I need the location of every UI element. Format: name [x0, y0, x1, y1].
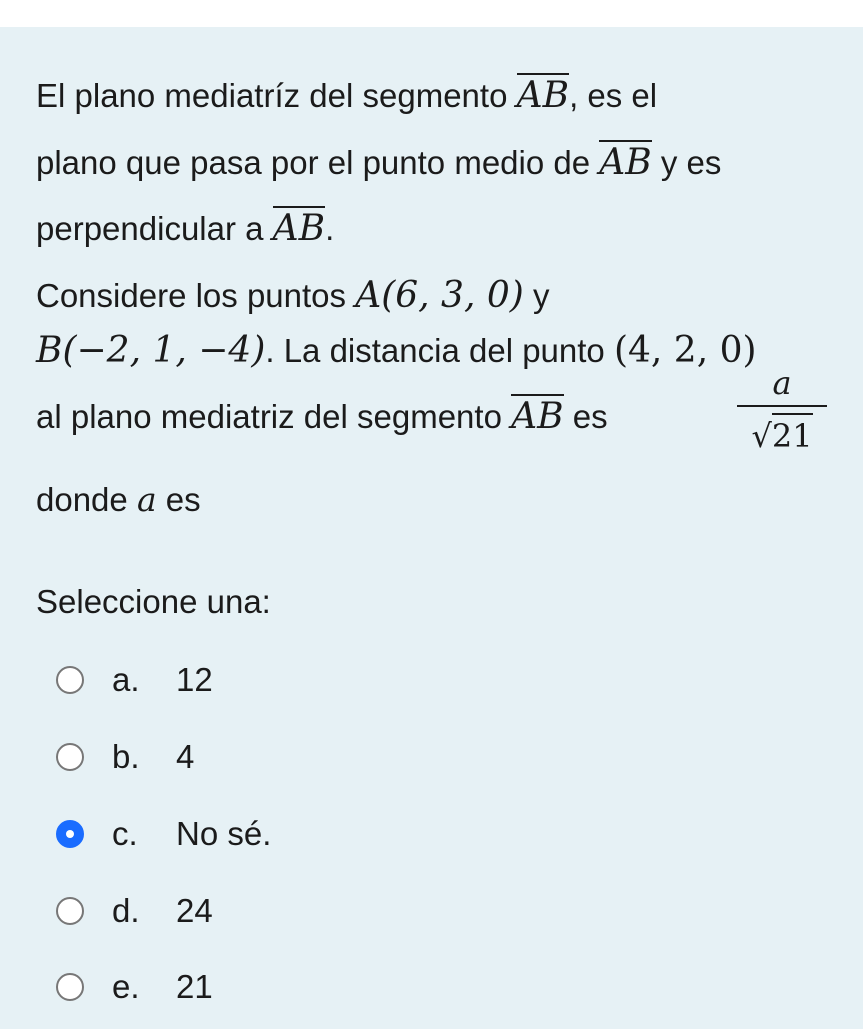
segment-ab: AB — [516, 75, 570, 116]
question-line-6 — [36, 394, 608, 435]
segment-ab: AB — [599, 142, 652, 183]
sqrt-symbol: √ — [751, 417, 772, 455]
fraction-numerator: a — [772, 364, 792, 402]
option-text: 12 — [176, 661, 213, 698]
question-text: es — [563, 398, 608, 435]
variable-a: a — [136, 480, 157, 519]
radio-button-selected[interactable] — [56, 820, 84, 848]
option-c[interactable] — [56, 814, 271, 854]
fraction — [737, 363, 827, 455]
question-line-2 — [36, 140, 721, 181]
option-letter: b. — [112, 738, 140, 775]
question-text: y es — [651, 144, 722, 181]
question-text: al plano mediatriz del segmento — [36, 398, 502, 435]
option-letter: c. — [112, 815, 138, 852]
option-text: 4 — [176, 738, 195, 775]
radio-button[interactable] — [56, 666, 84, 694]
option-b[interactable] — [56, 737, 194, 777]
point-p: (4, 2, 0) — [613, 330, 757, 371]
select-prompt: Seleccione una: — [36, 583, 271, 620]
question-text: El plano mediatríz del segmento — [36, 77, 508, 114]
option-text: 24 — [176, 892, 213, 929]
option-letter: d. — [112, 892, 140, 929]
question-text: . La distancia del punto — [265, 332, 605, 369]
question-text: y — [523, 277, 550, 314]
sqrt-argument: 21 — [772, 413, 813, 455]
segment-ab: AB — [511, 396, 564, 437]
question-text: . — [325, 210, 335, 247]
option-text: No sé. — [176, 815, 272, 852]
question-text: es — [165, 481, 201, 518]
option-d[interactable] — [56, 891, 213, 931]
fraction-denominator — [737, 413, 827, 455]
question-line-1 — [36, 73, 657, 114]
question-line-3 — [36, 206, 334, 247]
point-b: B(−2, 1, −4) — [36, 330, 266, 371]
option-letter: e. — [112, 968, 140, 1005]
radio-button[interactable] — [56, 743, 84, 771]
question-text: perpendicular a — [36, 210, 264, 247]
option-a[interactable] — [56, 660, 213, 700]
question-text: Considere los puntos — [36, 277, 347, 314]
option-e[interactable] — [56, 967, 213, 1007]
fraction-bar — [737, 405, 827, 407]
question-line-7 — [36, 480, 201, 519]
question-text: , es el — [569, 77, 658, 114]
point-a: A(6, 3, 0) — [355, 275, 524, 316]
question-text: plano que pasa por el punto medio de — [36, 144, 591, 181]
question-line-4 — [36, 275, 550, 316]
segment-ab: AB — [272, 208, 326, 249]
option-text: 21 — [176, 968, 213, 1005]
radio-button[interactable] — [56, 973, 84, 1001]
question-text: donde — [36, 481, 128, 518]
question-line-5 — [36, 330, 757, 371]
radio-button[interactable] — [56, 897, 84, 925]
option-letter: a. — [112, 661, 140, 698]
